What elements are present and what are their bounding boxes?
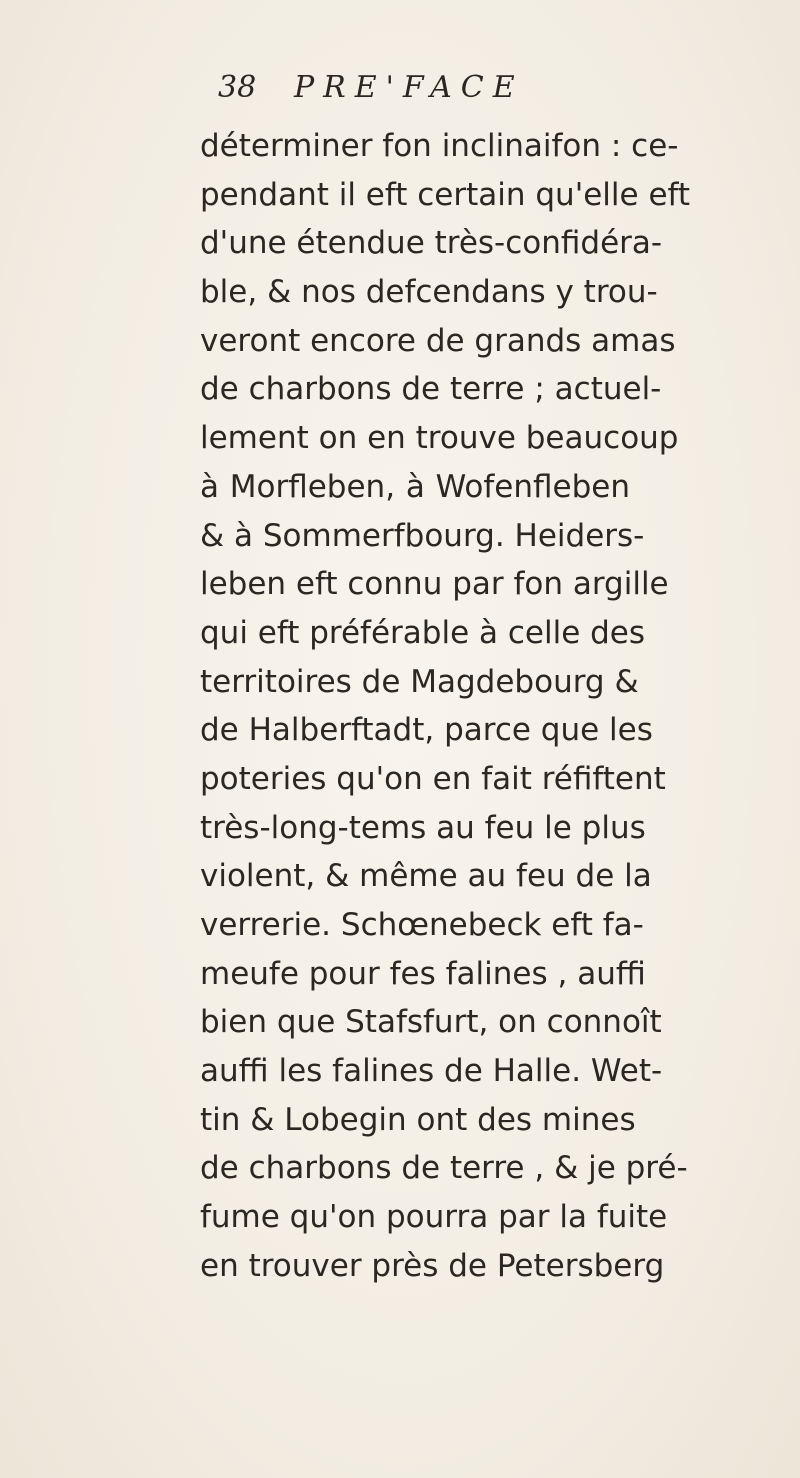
text-line: de Halberftadt, parce que les <box>200 712 653 749</box>
text-line: à Morfleben, à Wofenfleben <box>200 468 630 505</box>
text-line: poteries qu'on en fait réfiftent <box>200 760 666 797</box>
text-line: bien que Stafsfurt, on connoît <box>200 1004 662 1041</box>
text-line: meufe pour fes falines , auffi <box>200 955 646 992</box>
text-line: & à Sommerfbourg. Heiders- <box>200 517 645 554</box>
text-line: verrerie. Schœnebeck eft fa- <box>200 907 644 943</box>
text-line: leben eft connu par fon argille <box>200 566 669 603</box>
body-text <box>200 122 691 1291</box>
text-line: pendant il eft certain qu'elle eft <box>200 176 691 213</box>
page-number: 38 <box>218 70 257 105</box>
text-line: fume qu'on pourra par la fuite <box>200 1199 668 1236</box>
text-line: en trouver près de Petersberg <box>200 1247 665 1284</box>
text-line: lement on en trouve beaucoup <box>200 420 679 457</box>
text-line: très-long-tems au feu le plus <box>200 809 646 846</box>
text-line: veront encore de grands amas <box>200 322 676 359</box>
text-line: territoires de Magdebourg & <box>200 663 639 700</box>
page-header <box>218 70 598 110</box>
text-line: déterminer fon inclinaifon : ce- <box>200 128 679 164</box>
text-line: d'une étendue très-confidéra- <box>200 225 663 262</box>
text-line: de charbons de terre , & je pré- <box>200 1150 688 1187</box>
running-head: PRE'FACE <box>294 70 524 105</box>
text-line: de charbons de terre ; actuel- <box>200 371 662 408</box>
text-line: qui eft préférable à celle des <box>200 614 646 651</box>
text-line: auffi les falines de Halle. Wet- <box>200 1053 663 1090</box>
text-line: violent, & même au feu de la <box>200 858 652 895</box>
text-line: tin & Lobegin ont des mines <box>200 1101 636 1138</box>
text-line: ble, & nos defcendans y trou- <box>200 274 658 311</box>
